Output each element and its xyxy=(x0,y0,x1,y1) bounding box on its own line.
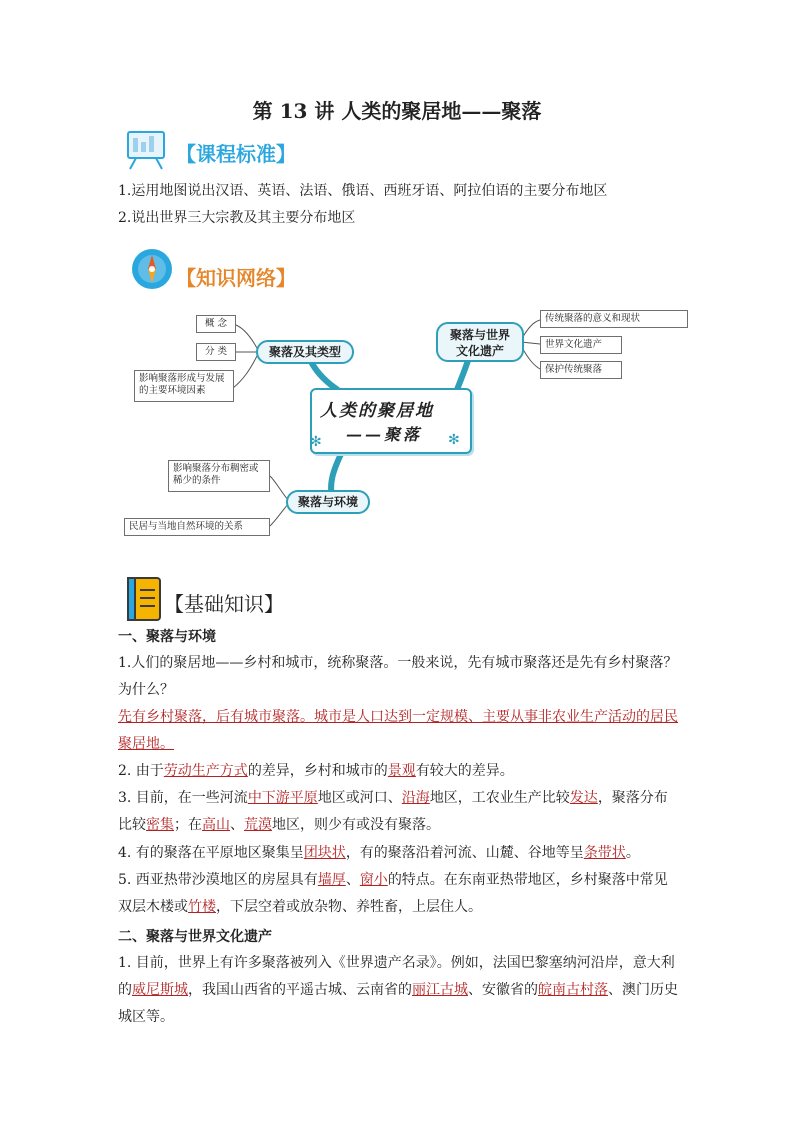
paragraph-4 xyxy=(118,840,678,867)
answer-coastal: 沿海 xyxy=(401,790,430,806)
answer-developed: 发达 xyxy=(569,790,598,806)
text: 、澳门历史城区等。 xyxy=(118,982,678,1025)
branch-world-heritage-line2: 文化遗产 xyxy=(455,344,504,358)
text: 2. 由于 xyxy=(118,763,164,779)
answer-desert: 荒漠 xyxy=(244,817,272,833)
answer-thick-walls: 墙厚 xyxy=(317,872,346,888)
text: 4. 有的聚落在平原地区聚集呈 xyxy=(118,845,304,861)
text: 、 xyxy=(345,872,360,888)
answer-mountain: 高山 xyxy=(202,817,230,833)
text: 、安徽省的 xyxy=(468,982,538,998)
branch-world-heritage-line1: 聚落与世界 xyxy=(449,328,510,342)
text: ，有的聚落沿着河流、山麓、谷地等呈 xyxy=(345,845,584,861)
paragraph-6 xyxy=(118,950,678,1031)
paragraph-2 xyxy=(118,758,678,785)
leaf-distribution-conditions: 影响聚落分布稠密或稀少的条件 xyxy=(168,460,270,492)
text: 的差异，乡村和城市的 xyxy=(247,763,388,779)
paragraph-3 xyxy=(118,785,678,839)
text: 有较大的差异。 xyxy=(415,763,514,779)
answer-labor-mode: 劳动生产方式 xyxy=(163,763,248,779)
answer-block-shape: 团块状 xyxy=(303,845,346,861)
answer-dense: 密集 xyxy=(146,817,174,833)
text: 地区，工农业生产比较 xyxy=(429,790,570,806)
answer-lijiang: 丽江古城 xyxy=(412,982,468,998)
course-standards-heading: 【课程标准】 xyxy=(176,142,296,166)
compass-icon xyxy=(130,247,174,291)
page-title: 第 13 讲 人类的聚居地——聚落 xyxy=(252,99,542,123)
section-2-title: 二、聚落与世界文化遗产 xyxy=(118,929,272,945)
text: ，下层空着或放杂物、养牲畜，上层住人。 xyxy=(216,899,482,915)
leaf-environment-factors: 影响聚落形成与发展的主要环境因素 xyxy=(134,370,234,402)
section-1-title: 一、聚落与环境 xyxy=(118,629,216,645)
answer-venice: 威尼斯城 xyxy=(132,982,188,998)
whiteboard-icon xyxy=(122,128,170,170)
leaf-protect-traditional: 保护传统聚落 xyxy=(540,361,622,379)
text: 1. 目前，世界上有许多聚落被列入《世界遗产名录》。例如，法国巴黎塞纳河沿岸，意大利的 xyxy=(118,955,675,998)
paragraph-1-question: 1.人们的聚居地——乡村和城市，统称聚落。一般来说，先有城市聚落还是先有乡村聚落？为什么？ xyxy=(118,655,678,698)
basic-knowledge-heading: 【基础知识】 xyxy=(164,592,284,616)
center-node-line1: 人类的聚居地 xyxy=(320,401,434,421)
text: 3. 目前，在一些河流 xyxy=(118,790,248,806)
leaf-classification: 分 类 xyxy=(196,343,236,361)
text: ，我国山西省的平遥古城、云南省的 xyxy=(188,982,412,998)
center-node-line2: ——聚落 xyxy=(346,425,423,444)
branch-world-heritage xyxy=(436,322,524,362)
knowledge-network-heading: 【知识网络】 xyxy=(176,266,296,290)
paragraph-5 xyxy=(118,867,678,921)
standard-item-1: 1.运用地图说出汉语、英语、法语、俄语、西班牙语、阿拉伯语的主要分布地区 xyxy=(118,183,608,199)
paragraph-1-answer: 先有乡村聚落，后有城市聚落。城市是人口达到一定规模、主要从事非农业生产活动的居民聚居地。 xyxy=(118,709,678,752)
notebook-icon xyxy=(124,576,164,622)
text: ，聚落分布比较 xyxy=(118,790,668,833)
text: 的特点。在东南亚热带地区，乡村聚落中常见双层木楼或 xyxy=(118,872,668,915)
text: 地区，则少有或没有聚落。 xyxy=(272,817,440,833)
text: 地区或河口、 xyxy=(317,790,402,806)
flower-icon: ✻ xyxy=(448,432,460,448)
text: ；在 xyxy=(174,817,202,833)
answer-wannan-villages: 皖南古村落 xyxy=(538,982,608,998)
leaf-world-heritage: 世界文化遗产 xyxy=(540,336,622,354)
answer-small-windows: 窗小 xyxy=(359,872,388,888)
answer-bamboo-house: 竹楼 xyxy=(188,899,216,915)
branch-settlement-types: 聚落及其类型 xyxy=(256,340,354,364)
center-node xyxy=(310,388,472,454)
leaf-traditional-significance: 传统聚落的意义和现状 xyxy=(540,310,688,328)
mind-map xyxy=(118,300,698,550)
text: 5. 西亚热带沙漠地区的房屋具有 xyxy=(118,872,318,888)
branch-settlement-environment: 聚落与环境 xyxy=(286,490,370,514)
standard-item-2: 2.说出世界三大宗教及其主要分布地区 xyxy=(118,210,356,226)
answer-plain: 中下游平原 xyxy=(247,790,318,806)
leaf-concept: 概 念 xyxy=(196,315,236,333)
leaf-dwelling-environment: 民居与当地自然环境的关系 xyxy=(124,518,270,536)
answer-strip-shape: 条带状 xyxy=(583,845,626,861)
text: 、 xyxy=(230,817,244,833)
text: 。 xyxy=(625,845,640,861)
answer-landscape: 景观 xyxy=(387,763,416,779)
flower-icon: ✻ xyxy=(310,434,322,450)
